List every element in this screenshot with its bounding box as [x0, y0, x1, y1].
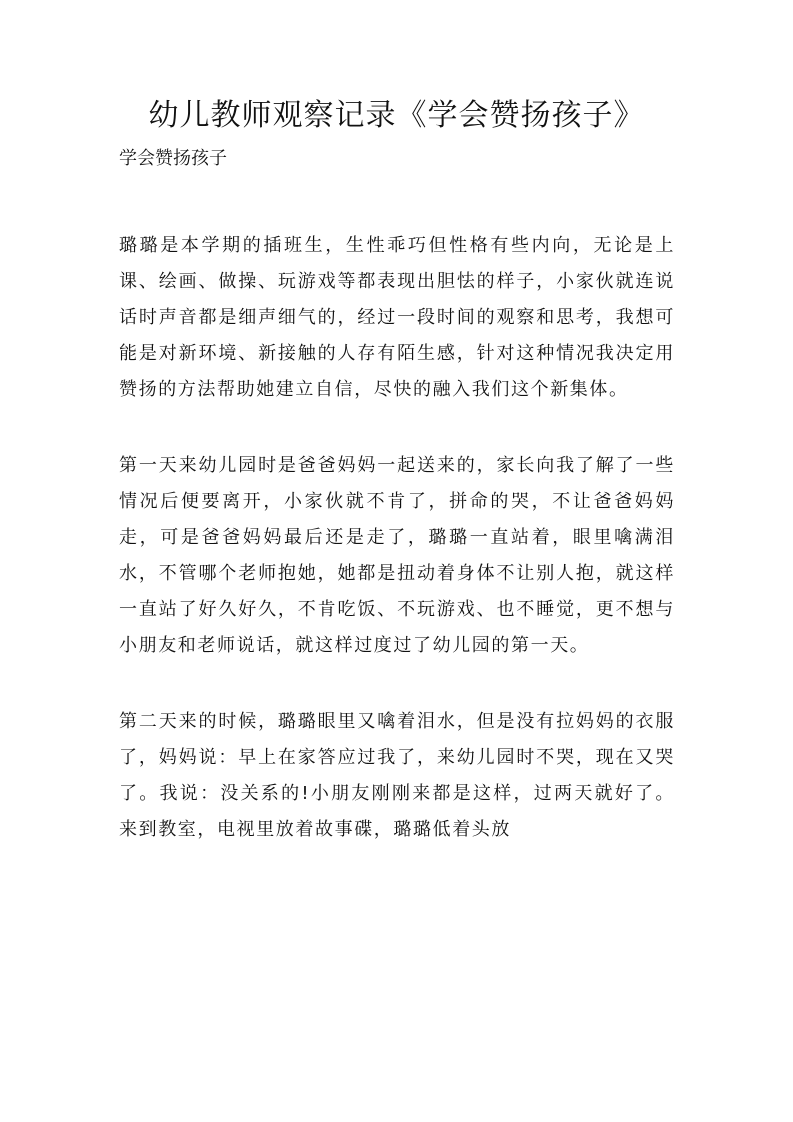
paragraph-3: 第二天来的时候，璐璐眼里又噙着泪水，但是没有拉妈妈的衣服了，妈妈说：早上在家答应过我了，来幼儿园时不哭，现在又哭了。我说：没关系的!小朋友刚刚来都是这样，过两天就好了。来到教室，电视里放着故事碟，璐璐低着头放 [119, 711, 675, 840]
page-title: 幼儿教师观察记录《学会赞扬孩子》 [148, 98, 645, 133]
paragraph-2: 第一天来幼儿园时是爸爸妈妈一起送来的，家长向我了解了一些情况后便要离开，小家伙就不肯了，拼命的哭，不让爸爸妈妈走，可是爸爸妈妈最后还是走了，璐璐一直站着，眼里噙满泪水，不管哪个老师抱她，她都是扭动着身体不让别人抱，就这样一直站了好久好久，不肯吃饭、不玩游戏、也不睡觉，更不想与小朋友和老师说话，就这样过度过了幼儿园的第一天。 [119, 455, 675, 656]
paragraph-1: 璐璐是本学期的插班生，生性乖巧但性格有些内向，无论是上课、绘画、做操、玩游戏等都表现出胆怯的样子，小家伙就连说话时声音都是细声细气的，经过一段时间的观察和思考，我想可能是对新环境、新接触的人存有陌生感，针对这种情况我决定用赞扬的方法帮助她建立自信，尽快的融入我们这个新集体。 [119, 235, 675, 400]
subtitle: 学会赞扬孩子 [119, 148, 227, 169]
document-body [119, 228, 675, 888]
